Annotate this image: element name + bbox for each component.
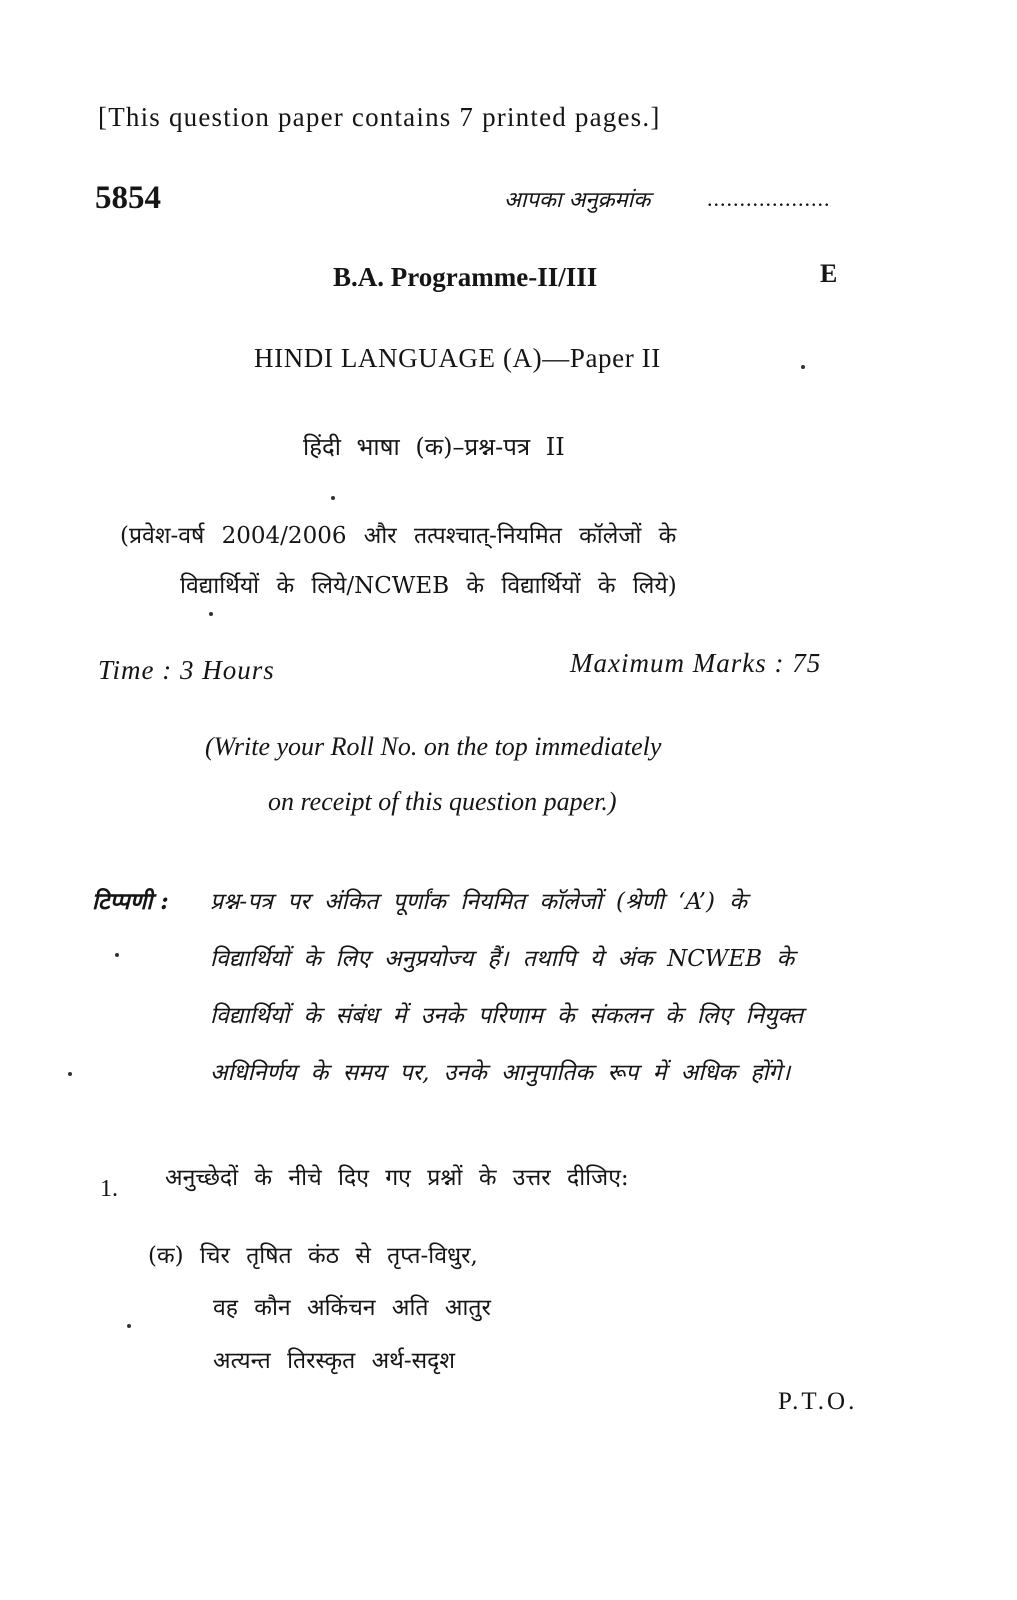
eligibility-line-1: (प्रवेश-वर्ष 2004/2006 और तत्पश्चात्-नियमित कॉलेजों के xyxy=(120,523,677,549)
course-title-english: HINDI LANGUAGE (A)—Paper II xyxy=(254,343,661,373)
roll-number-label: आपका अनुक्रमांक xyxy=(504,188,651,213)
set-code: E xyxy=(820,259,838,288)
note-line-3: विद्यार्थियों के संबंध में उनके परिणाम के संकलन के लिए नियुक्त xyxy=(210,1003,803,1029)
passage-ka-line-1: (क) चिर तृषित कंठ से तृप्त-विधुर, xyxy=(148,1243,478,1269)
eligibility-line-2: विद्यार्थियों के लिये/NCWEB के विद्यार्थियों के लिये) xyxy=(180,573,677,599)
scan-speck xyxy=(801,365,805,369)
scan-speck xyxy=(331,496,335,500)
passage-ka-line-3: अत्यन्त तिरस्कृत अर्थ-सदृश xyxy=(213,1348,456,1374)
note-line-2: विद्यार्थियों के लिए अनुप्रयोज्य हैं। तथापि ये अंक NCWEB के xyxy=(210,946,795,972)
paper-code: 5854 xyxy=(95,180,161,216)
note-line-4: अधिनिर्णय के समय पर, उनके आनुपातिक रूप में अधिक होंगे। xyxy=(210,1060,791,1086)
scan-speck xyxy=(115,953,119,957)
roll-instruction-line-2: on receipt of this question paper.) xyxy=(268,787,617,816)
please-turn-over: P.T.O. xyxy=(778,1388,858,1415)
scan-speck xyxy=(127,1324,131,1328)
note-line-1: प्रश्न-पत्र पर अंकित पूर्णांक नियमित कॉलेजों (श्रेणी ‘A’) के xyxy=(210,889,747,915)
course-title-hindi: हिंदी भाषा (क)–प्रश्न-पत्र II xyxy=(303,433,565,461)
exam-time: Time : 3 Hours xyxy=(98,655,275,685)
question-1-text: अनुच्छेदों के नीचे दिए गए प्रश्नों के उत्तर दीजिए: xyxy=(165,1165,629,1191)
scan-speck xyxy=(209,612,213,616)
maximum-marks: Maximum Marks : 75 xyxy=(570,648,822,678)
question-1-number: 1. xyxy=(100,1176,118,1202)
scan-speck xyxy=(68,1072,72,1076)
roll-number-blank: ................... xyxy=(707,186,831,211)
roll-instruction-line-1: (Write your Roll No. on the top immediately xyxy=(205,732,662,761)
programme-title: B.A. Programme-II/III xyxy=(333,262,598,292)
note-label: टिप्पणी : xyxy=(92,888,169,915)
page-count-note: [This question paper contains 7 printed pages.] xyxy=(98,102,661,132)
passage-ka-line-2: वह कौन अकिंचन अति आतुर xyxy=(213,1295,491,1321)
